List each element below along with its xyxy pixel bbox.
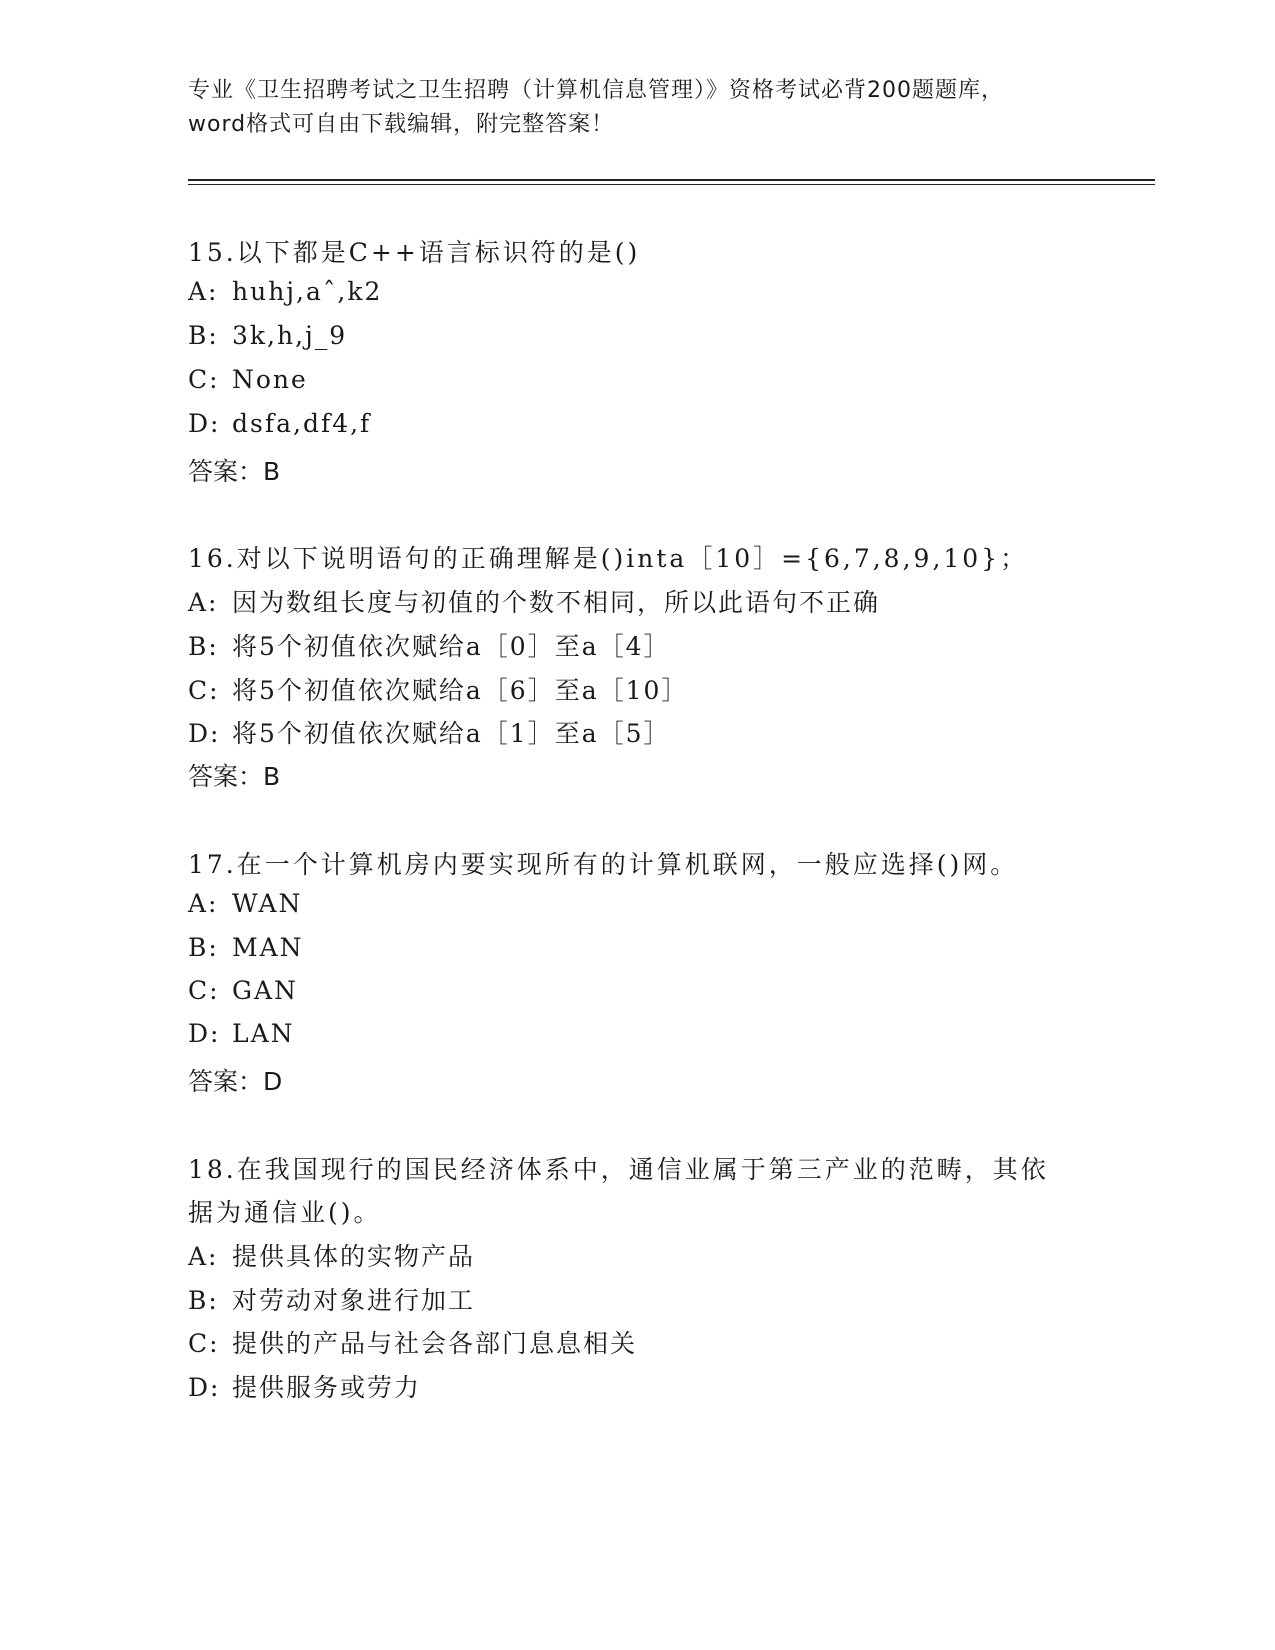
document-header	[188, 74, 1088, 142]
option-d	[188, 1019, 295, 1048]
question-stem-line-1: 18.在我国现行的国民经济体系中，通信业属于第三产业的范畴，其依	[188, 1155, 1049, 1184]
option-letter: A:	[188, 889, 219, 918]
option-letter: C:	[188, 976, 220, 1005]
option-letter: A:	[188, 1242, 219, 1271]
question-stem: 17.在一个计算机房内要实现所有的计算机联网，一般应选择()网。	[188, 850, 1019, 879]
option-text: huhj,aˆ,k2	[232, 277, 383, 306]
question-stem-line-2: 据为通信业()。	[188, 1198, 382, 1227]
option-text: 3k,h,j_9	[232, 321, 348, 350]
option-letter: C:	[188, 365, 220, 394]
option-letter: A:	[188, 588, 219, 617]
option-a	[188, 583, 880, 619]
option-c	[188, 1324, 637, 1360]
option-d	[188, 714, 671, 750]
header-line-2: word格式可自由下载编辑，附完整答案！	[188, 112, 615, 137]
option-letter: B:	[188, 933, 219, 962]
option-letter: D:	[188, 1019, 221, 1048]
option-letter: B:	[188, 1286, 219, 1315]
option-a	[188, 1237, 475, 1273]
option-text: 因为数组长度与初值的个数不相同，所以此语句不正确	[232, 588, 881, 617]
header-rule-thick	[188, 179, 1155, 181]
option-letter: B:	[188, 321, 219, 350]
option-letter: D:	[188, 409, 221, 438]
option-text: 对劳动对象进行加工	[232, 1286, 476, 1315]
answer-label: 答案：B	[188, 762, 281, 791]
option-text: None	[232, 365, 308, 394]
option-text: WAN	[232, 889, 303, 918]
option-text: MAN	[232, 933, 304, 962]
header-rule-thin	[188, 184, 1155, 185]
option-d	[188, 409, 371, 438]
option-text: 提供服务或劳力	[232, 1373, 422, 1402]
option-b	[188, 627, 671, 663]
question-stem: 15.以下都是C++语言标识符的是()	[188, 238, 641, 267]
option-text: 将5个初值依次赋给a［1］至a［5］	[232, 719, 671, 748]
option-b	[188, 933, 304, 962]
option-letter: B:	[188, 632, 219, 661]
option-text: GAN	[232, 976, 298, 1005]
option-letter: D:	[188, 719, 221, 748]
option-c	[188, 976, 298, 1005]
option-letter: A:	[188, 277, 219, 306]
option-text: dsfa,df4,f	[232, 409, 372, 438]
option-a	[188, 889, 302, 918]
header-line-1: 专业《卫生招聘考试之卫生招聘（计算机信息管理）》资格考试必背200题题库，	[188, 78, 1004, 103]
option-c	[188, 671, 688, 707]
option-text: 提供具体的实物产品	[232, 1242, 476, 1271]
option-letter: D:	[188, 1373, 221, 1402]
question-stem: 16.对以下说明语句的正确理解是()inta［10］={6,7,8,9,10}；	[188, 544, 1029, 573]
option-text: LAN	[232, 1019, 295, 1048]
option-text: 提供的产品与社会各部门息息相关	[232, 1329, 638, 1358]
option-a	[188, 277, 382, 306]
option-b	[188, 1281, 475, 1317]
option-text: 将5个初值依次赋给a［0］至a［4］	[232, 632, 671, 661]
answer-label: 答案：B	[188, 457, 281, 486]
option-b	[188, 321, 347, 350]
option-text: 将5个初值依次赋给a［6］至a［10］	[232, 676, 689, 705]
option-letter: C:	[188, 1329, 220, 1358]
option-c	[188, 365, 308, 394]
option-letter: C:	[188, 676, 220, 705]
option-d	[188, 1368, 421, 1404]
answer-label: 答案：D	[188, 1067, 283, 1096]
